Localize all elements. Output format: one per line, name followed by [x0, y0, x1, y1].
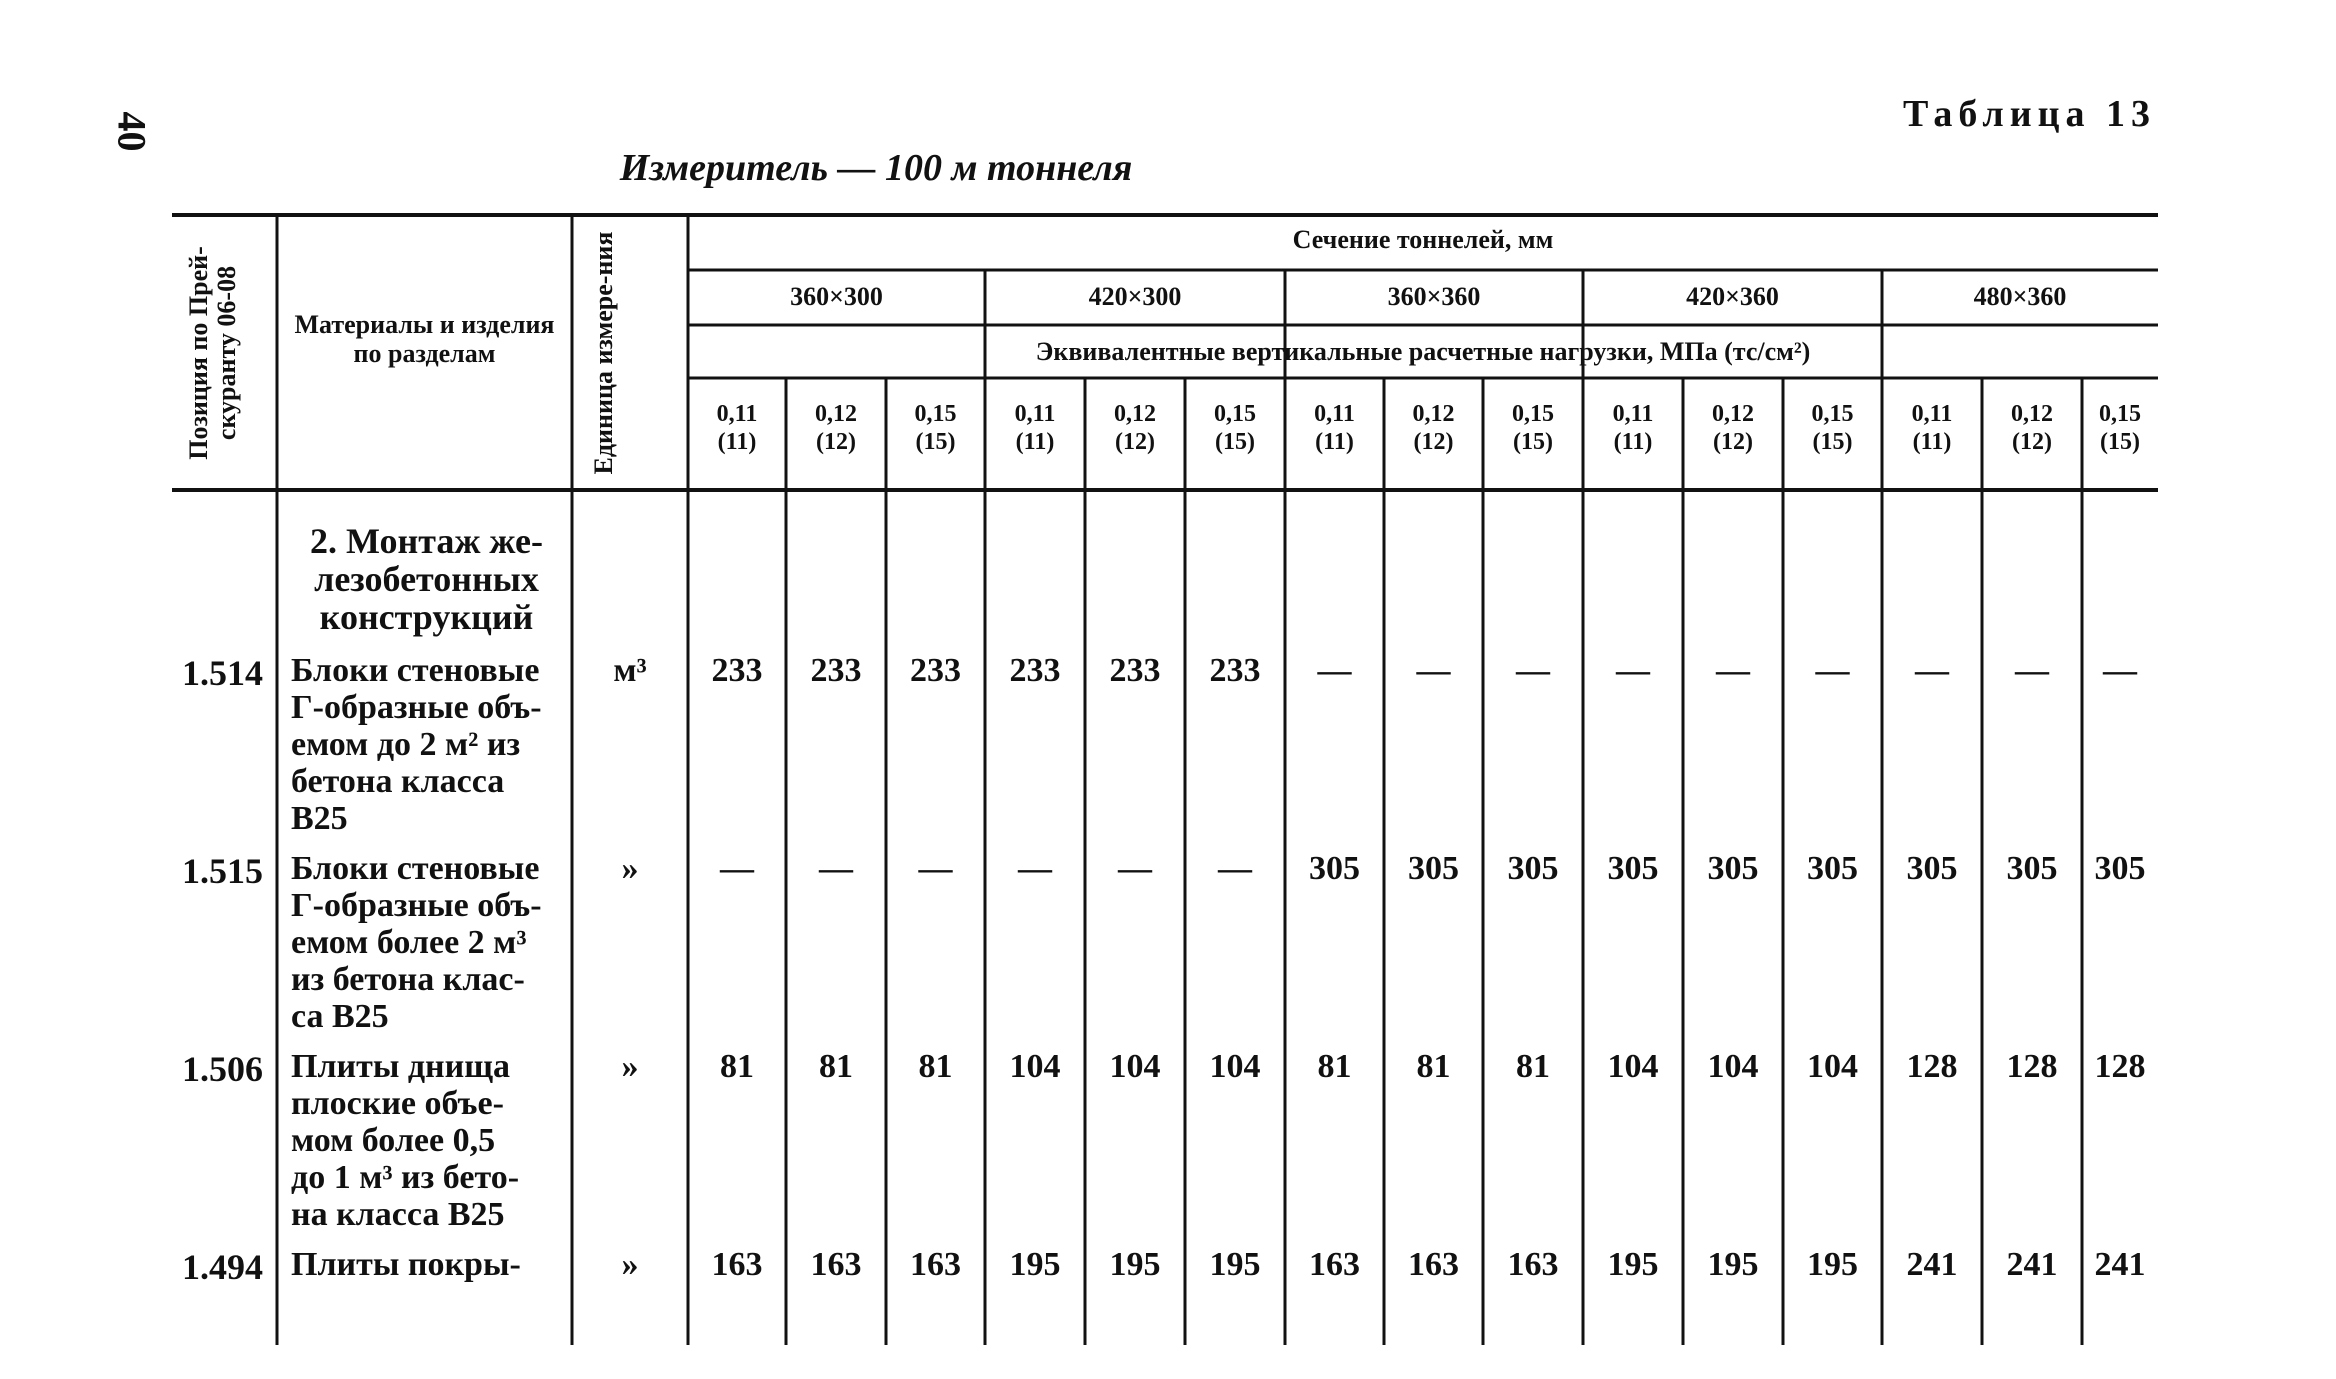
material-line: плоские объе-: [291, 1085, 504, 1122]
load-label-part: 0,11: [1014, 401, 1056, 427]
load-label-part: (11): [1613, 429, 1653, 455]
row-material: [291, 652, 562, 837]
row-value: 195: [1707, 1246, 1759, 1283]
row-value: —: [819, 850, 853, 887]
row-value: 305: [2094, 850, 2146, 887]
row-value: 305: [1707, 850, 1759, 887]
material-line: мом более 0,5: [291, 1122, 496, 1159]
row-value: 81: [1416, 1048, 1451, 1085]
row-value: 233: [1209, 652, 1261, 689]
section-heading: 2. Монтаж же-лезобетонных конструкций: [309, 521, 544, 637]
row-value: 305: [1408, 850, 1459, 887]
row-value: 163: [1507, 1246, 1559, 1283]
load-column-header: [690, 400, 784, 470]
load-label-part: 0,12: [2011, 401, 2053, 427]
row-value: —: [1516, 652, 1550, 689]
material-line: бетона класса: [291, 763, 505, 800]
row-value: —: [1218, 850, 1252, 887]
load-label-part: 0,12: [815, 401, 857, 427]
row-value: 305: [1906, 850, 1958, 887]
row-position: 1.494: [182, 1247, 263, 1287]
row-value: 305: [1507, 850, 1559, 887]
row-unit: »: [621, 1246, 639, 1283]
row-value: —: [2015, 652, 2049, 689]
load-label-part: (12): [2012, 429, 2052, 455]
load-label-part: 0,11: [716, 401, 758, 427]
load-column-header: [888, 400, 983, 470]
load-label-part: 0,11: [1314, 401, 1355, 427]
load-column-header: [1087, 400, 1183, 470]
load-column-header: [1685, 400, 1781, 470]
row-value: 233: [711, 652, 763, 689]
row-value: —: [1815, 652, 1850, 689]
measure-caption: Измеритель — 100 м тоннеля: [619, 147, 1133, 189]
load-label-part: 0,11: [1612, 401, 1654, 427]
row-value: 163: [711, 1246, 763, 1283]
load-label-part: (15): [915, 429, 956, 455]
load-label-part: 0,12: [1412, 401, 1455, 427]
row-material: [291, 1246, 562, 1283]
load-column-header: [1984, 400, 2080, 470]
load-label-part: 0,15: [914, 401, 957, 427]
row-value: 104: [1209, 1048, 1261, 1085]
header-group: 420×300: [1088, 282, 1182, 311]
header-group: 360×360: [1387, 282, 1481, 311]
load-label-part: (12): [1115, 429, 1155, 455]
header-materials: Материалы и изделия по разделам: [294, 310, 555, 368]
row-value: —: [1616, 652, 1650, 689]
row-value: 195: [1109, 1246, 1161, 1283]
load-label-part: (12): [816, 429, 856, 455]
load-column-header: [987, 400, 1083, 470]
row-value: 128: [2094, 1048, 2146, 1085]
row-unit: »: [621, 1048, 639, 1085]
load-column-header: [1187, 400, 1283, 470]
row-value: 195: [1607, 1246, 1659, 1283]
row-value: 81: [1516, 1048, 1550, 1085]
load-column-header: [1785, 400, 1880, 470]
material-line: из бетона клас-: [291, 961, 525, 998]
row-value: 233: [1009, 652, 1061, 689]
material-line: Плиты покры-: [291, 1246, 521, 1283]
row-value: 195: [1009, 1246, 1061, 1283]
row-value: —: [2103, 652, 2137, 689]
header-group: 420×360: [1686, 282, 1779, 311]
row-value: 104: [1009, 1048, 1061, 1085]
load-label-part: (15): [2100, 429, 2140, 455]
load-column-header: [1585, 400, 1681, 470]
header-position: Позиция по Прей-скуранту 06-08: [183, 245, 241, 460]
material-line: Г-образные объ-: [291, 887, 542, 924]
material-line: емом до 2 м² из: [291, 726, 521, 763]
load-label-part: 0,15: [1512, 401, 1554, 427]
header-section-title: Сечение тоннелей, мм: [1292, 225, 1554, 254]
row-value: —: [1317, 652, 1352, 689]
load-label-part: 0,15: [2099, 401, 2141, 427]
row-value: 81: [819, 1048, 853, 1085]
row-value: 241: [2006, 1246, 2058, 1283]
material-line: Г-образные объ-: [291, 689, 542, 726]
row-value: —: [1018, 850, 1052, 887]
row-value: —: [918, 850, 953, 887]
row-unit: м³: [613, 652, 647, 689]
header-load-title: Эквивалентные вертикальные расчетные нагрузки, МПа (тс/см²): [1035, 337, 1811, 366]
row-material: [291, 1048, 562, 1233]
row-value: 81: [918, 1048, 953, 1085]
row-value: 128: [1906, 1048, 1958, 1085]
load-label-part: 0,12: [1712, 401, 1754, 427]
row-value: 195: [1209, 1246, 1261, 1283]
load-column-header: [1485, 400, 1581, 470]
row-value: —: [1915, 652, 1949, 689]
row-value: 163: [1408, 1246, 1459, 1283]
row-value: —: [1716, 652, 1750, 689]
load-column-header: [1287, 400, 1382, 470]
row-value: 104: [1109, 1048, 1161, 1085]
header-group: 480×360: [1973, 282, 2067, 311]
row-value: 241: [2094, 1246, 2146, 1283]
row-value: 195: [1807, 1246, 1858, 1283]
header-unit: Единица измере-ния: [589, 231, 618, 474]
row-value: 241: [1906, 1246, 1958, 1283]
row-value: 305: [1309, 850, 1360, 887]
load-column-header: [1386, 400, 1481, 470]
row-value: 305: [2006, 850, 2058, 887]
load-label-part: 0,12: [1114, 401, 1156, 427]
material-line: на класса В25: [291, 1196, 505, 1233]
row-value: 233: [810, 652, 862, 689]
row-value: 305: [1607, 850, 1659, 887]
load-label-part: (11): [1912, 429, 1952, 455]
load-label-part: (15): [1215, 429, 1255, 455]
material-line: емом более 2 м³: [291, 924, 527, 961]
row-value: 163: [910, 1246, 961, 1283]
row-unit: »: [621, 850, 639, 887]
load-label-part: (12): [1713, 429, 1753, 455]
row-value: —: [1118, 850, 1152, 887]
material-line: Плиты днища: [291, 1048, 510, 1085]
row-value: 128: [2006, 1048, 2058, 1085]
row-position: 1.515: [182, 851, 263, 891]
load-label-part: 0,15: [1811, 401, 1854, 427]
load-label-part: (15): [1513, 429, 1553, 455]
load-label-part: (12): [1413, 429, 1454, 455]
load-label-part: 0,11: [1911, 401, 1953, 427]
row-position: 1.506: [182, 1049, 263, 1089]
row-value: 163: [810, 1246, 862, 1283]
row-value: —: [1416, 652, 1451, 689]
material-line: Блоки стеновые: [291, 652, 540, 689]
row-value: 305: [1807, 850, 1858, 887]
load-label-part: (11): [717, 429, 757, 455]
row-position: 1.514: [182, 653, 263, 693]
material-line: до 1 м³ из бето-: [291, 1159, 520, 1196]
load-label-part: (11): [1015, 429, 1055, 455]
row-material: [291, 850, 562, 1035]
material-line: В25: [291, 800, 348, 837]
header-group: 360×300: [790, 282, 883, 311]
row-value: 104: [1707, 1048, 1759, 1085]
row-value: 233: [910, 652, 961, 689]
load-label-part: (15): [1812, 429, 1853, 455]
load-column-header: [788, 400, 884, 470]
load-label-part: 0,15: [1214, 401, 1256, 427]
load-column-header: [2084, 400, 2156, 470]
row-value: 233: [1109, 652, 1161, 689]
page-number: 40: [109, 111, 155, 152]
load-label-part: (11): [1315, 429, 1354, 455]
row-value: 104: [1607, 1048, 1659, 1085]
row-value: —: [720, 850, 754, 887]
load-column-header: [1884, 400, 1980, 470]
row-value: 163: [1309, 1246, 1360, 1283]
material-line: са В25: [291, 998, 389, 1035]
row-value: 81: [1317, 1048, 1352, 1085]
table-title: Таблица 13: [1902, 93, 2156, 135]
row-value: 104: [1807, 1048, 1858, 1085]
row-value: 81: [720, 1048, 754, 1085]
material-line: Блоки стеновые: [291, 850, 540, 887]
